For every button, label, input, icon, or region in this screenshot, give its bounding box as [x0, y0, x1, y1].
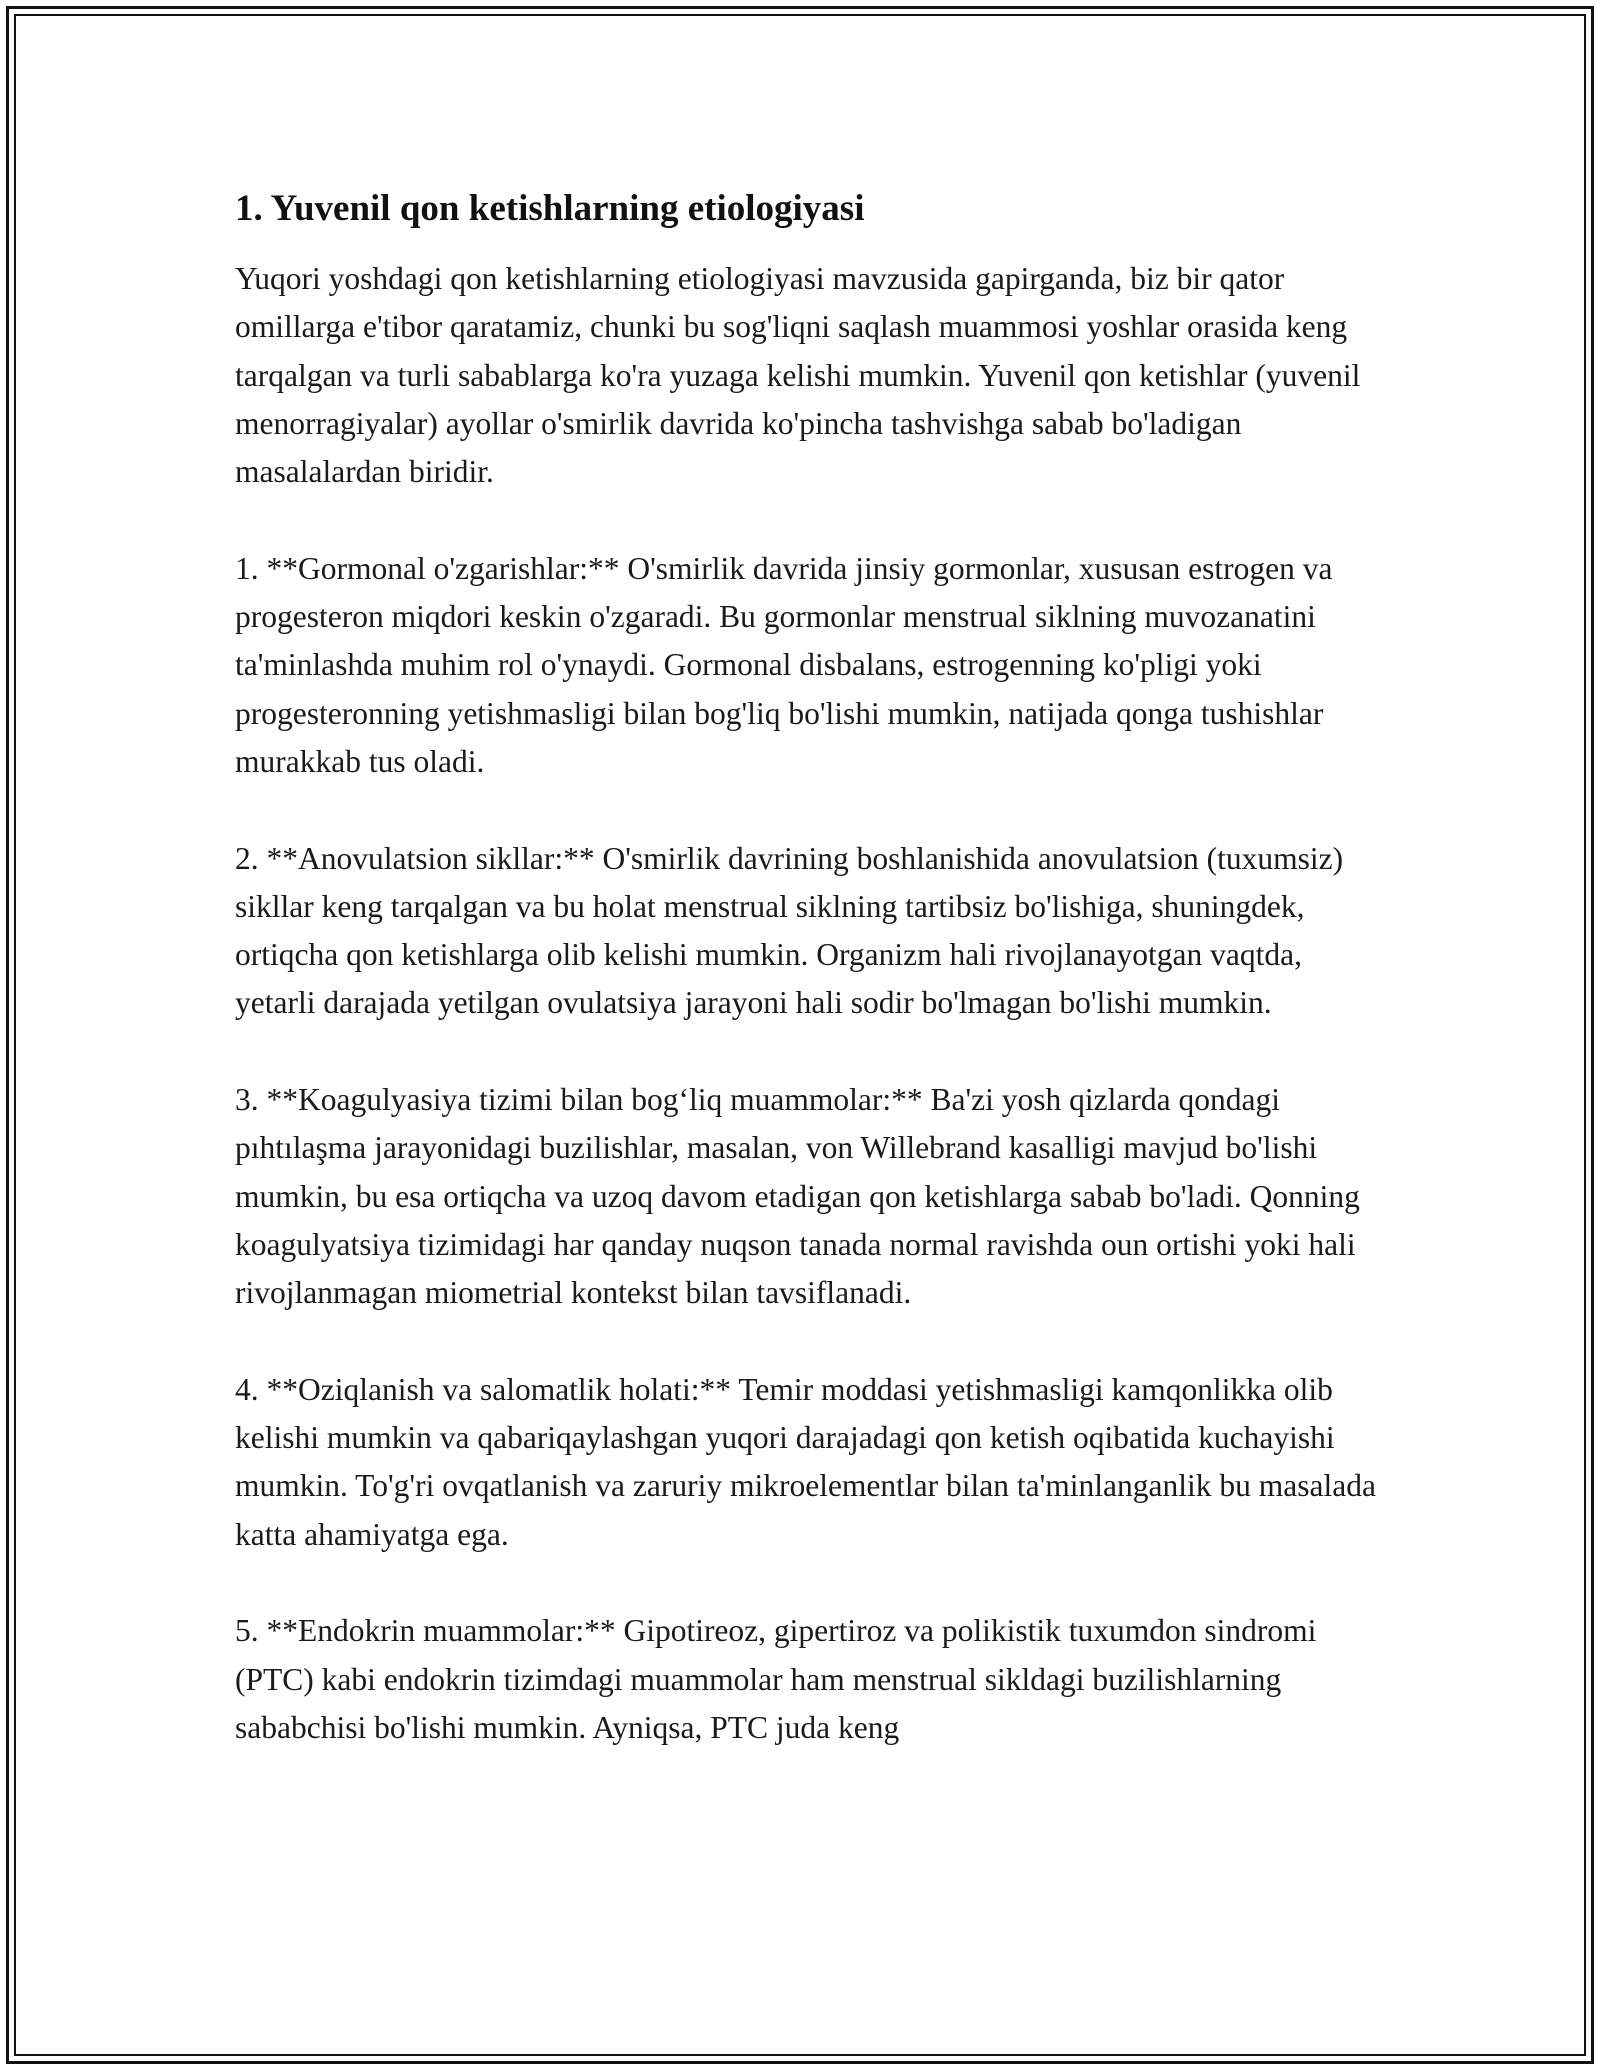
list-item-anovulatory-cycles: 2. **Anovulatsion sikllar:** O'smirlik davrining boshlanishida anovulatsion (tuxumsiz) sikllar keng tarqalgan va bu holat menstrual siklning tartibsiz bo'lishiga, shuningdek, ortiqcha qon ketishlarga olib kelishi mumkin. Organizm hali rivojlanayotgan vaqtda, yetarli darajada yetilgan ovulatsiya jarayoni hali sodir bo'lmagan bo'lishi mumkin. [235, 840, 1344, 1021]
list-item-coagulation-problems: 3. **Koagulyasiya tizimi bilan bog‘liq muammolar:** Ba'zi yosh qizlarda qondagi pıhtılaşma jarayonidagi buzilishlar, masalan, von Willebrand kasalligi mavjud bo'lishi mumkin, bu esa ortiqcha va uzoq davom etadigan qon ketishlarga sabab bo'ladi. Qonning koagulyatsiya tizimidagi har qanday nuqson tanada normal ravishda oun ortishi yoki hali rivojlanmagan miometrial kontekst bilan tavsiflanadi. [235, 1082, 1360, 1311]
list-item-nutrition-health: 4. **Oziqlanish va salomatlik holati:** Temir moddasi yetishmasligi kamqonlikka olib kelishi mumkin va qabariqaylashgan yuqori darajadagi qon ketish oqibatida kuchayishi mumkin. To'g'ri ovqatlanish va zaruriy mikroelementlar bilan ta'minlanganlik bu masalada katta ahamiyatga ega. [235, 1371, 1376, 1552]
list-item-hormonal-changes: 1. **Gormonal o'zgarishlar:** O'smirlik davrida jinsiy gormonlar, xususan estrogen va progesteron miqdori keskin o'zgaradi. Bu gormonlar menstrual siklning muvozanatini ta'minlashda muhim rol o'ynaydi. Gormonal disbalans, estrogenning ko'pligi yoki progesteronning yetishmasligi bilan bog'liq bo'lishi mumkin, natijada qonga tushishlar murakkab tus oladi. [235, 550, 1333, 779]
list-item-endocrine-problems: 5. **Endokrin muammolar:** Gipotireoz, gipertiroz va polikistik tuxumdon sindromi (PTC) kabi endokrin tizimdagi muammolar ham menstrual sikldagi buzilishlarning sababchisi bo'lishi mumkin. Ayniqsa, PTC juda keng [235, 1613, 1317, 1745]
intro-paragraph: Yuqori yoshdagi qon ketishlarning etiologiyasi mavzusida gapirganda, biz bir qator omillarga e'tibor qaratamiz, chunki bu sog'liqni saqlash muammosi yoshlar orasida keng tarqalgan va turli sabablarga ko'ra yuzaga kelishi mumkin. Yuvenil qon ketishlar (yuvenil menorragiyalar) ayollar o'smirlik davrida ko'pincha tashvishga sabab bo'ladigan masalalardan biridir. [235, 261, 1361, 490]
document-body [235, 185, 1385, 1801]
section-heading: 1. Yuvenil qon ketishlarning etiologiyasi [235, 188, 865, 229]
